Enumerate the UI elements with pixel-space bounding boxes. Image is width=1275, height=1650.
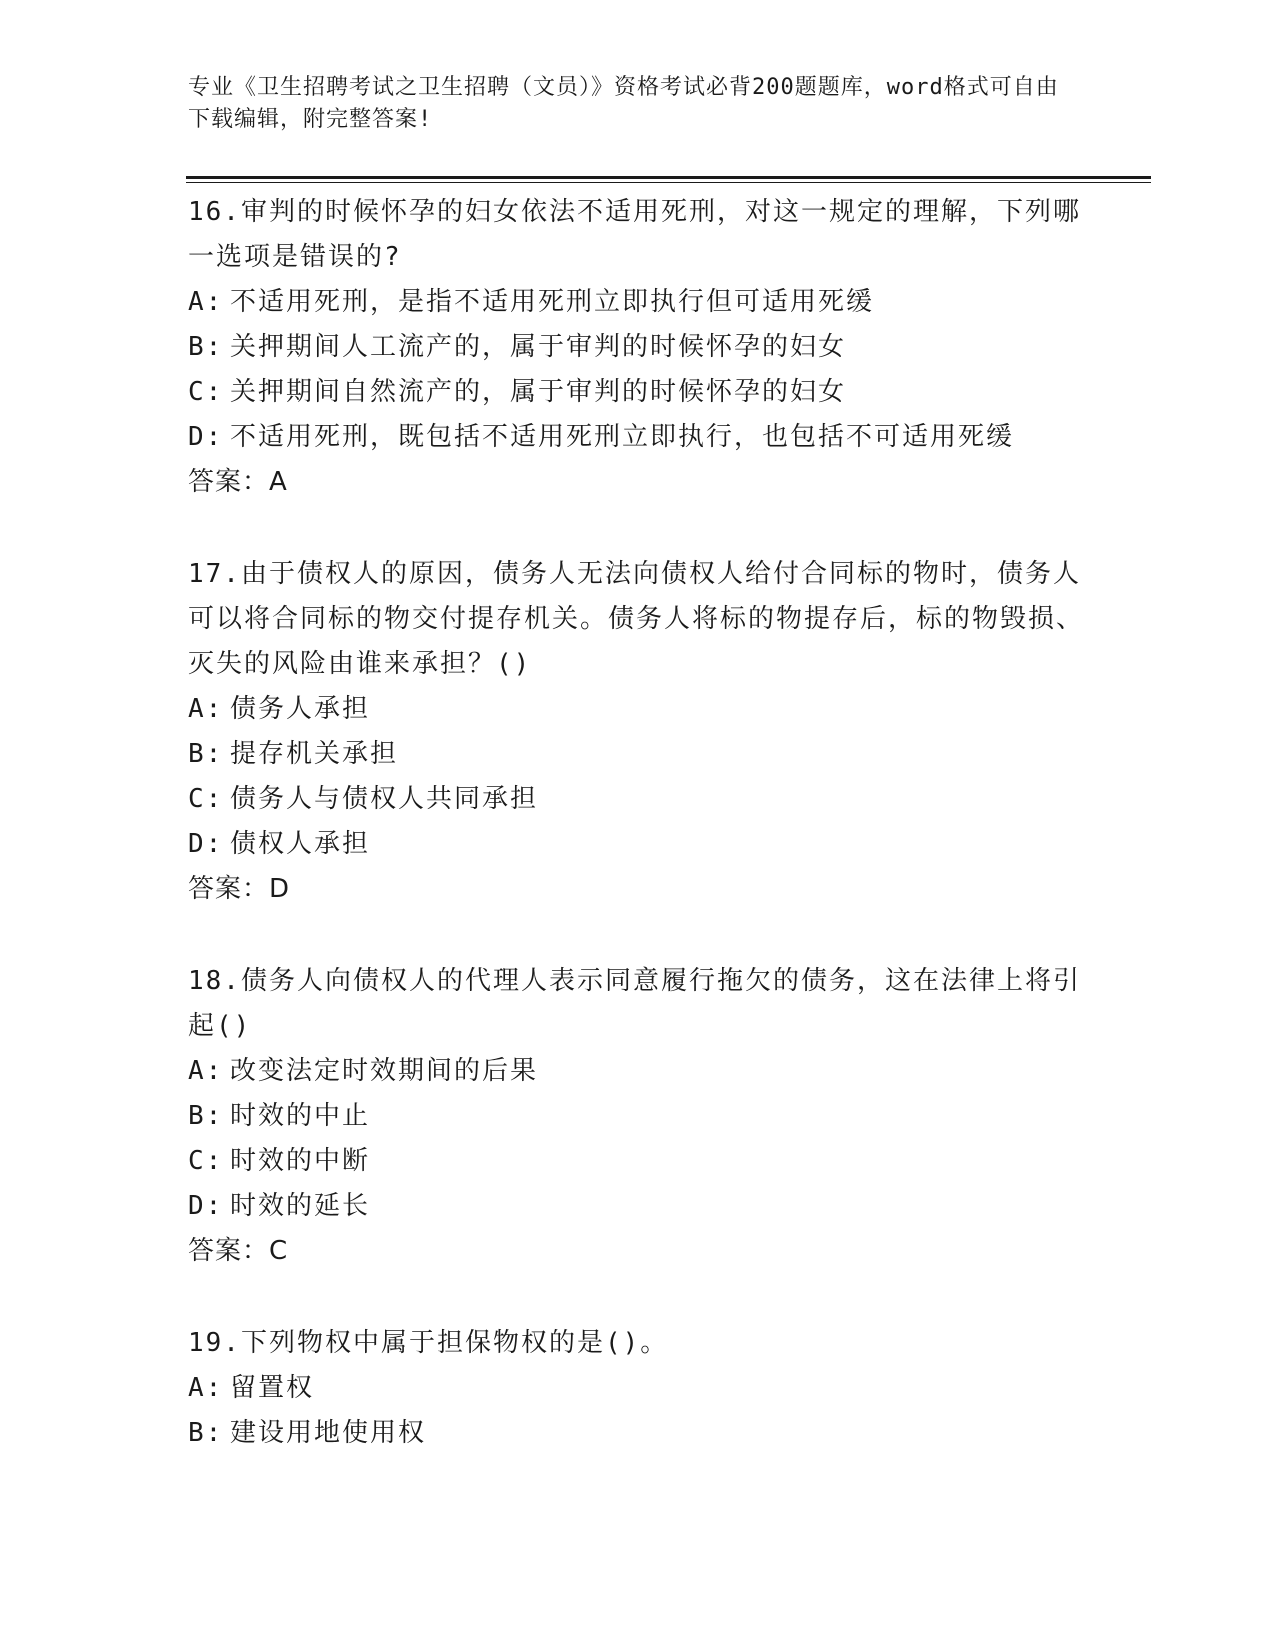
option-text: 关押期间人工流产的，属于审判的时候怀孕的妇女 <box>230 332 847 362</box>
option-text: 债权人承担 <box>230 829 371 859</box>
option-letter: B: <box>188 1101 224 1131</box>
option-a <box>188 687 1088 732</box>
question-stem: 17.由于债权人的原因，债务人无法向债权人给付合同标的物时，债务人可以将合同标的物交付提存机关。债务人将标的物提存后，标的物毁损、灭失的风险由谁来承担？() <box>188 559 1085 679</box>
option-text: 关押期间自然流产的，属于审判的时候怀孕的妇女 <box>230 377 847 407</box>
option-text: 时效的中止 <box>230 1101 371 1131</box>
option-letter: C: <box>188 377 224 407</box>
option-text: 债务人承担 <box>230 694 371 724</box>
answer-line: 答案：C <box>188 1236 289 1266</box>
document-header <box>188 72 1068 136</box>
option-letter: C: <box>188 784 224 814</box>
option-letter: D: <box>188 422 224 452</box>
question-stem: 16.审判的时候怀孕的妇女依法不适用死刑，对这一规定的理解，下列哪一选项是错误的? <box>188 197 1081 272</box>
option-d <box>188 415 1088 460</box>
header-divider-thick <box>186 176 1151 179</box>
answer-line: 答案：D <box>188 874 291 904</box>
option-text: 不适用死刑，既包括不适用死刑立即执行，也包括不可适用死缓 <box>230 422 1015 452</box>
question-stem: 19.下列物权中属于担保物权的是()。 <box>188 1328 669 1358</box>
option-letter: A: <box>188 694 224 724</box>
option-text: 不适用死刑，是指不适用死刑立即执行但可适用死缓 <box>230 287 875 317</box>
option-text: 建设用地使用权 <box>230 1418 427 1448</box>
answer-line: 答案：A <box>188 467 288 497</box>
question-16 <box>188 190 1088 505</box>
option-text: 债务人与债权人共同承担 <box>230 784 539 814</box>
option-c <box>188 777 1088 822</box>
option-letter: C: <box>188 1146 224 1176</box>
question-19 <box>188 1321 1088 1456</box>
question-17 <box>188 552 1088 912</box>
option-letter: A: <box>188 1373 224 1403</box>
option-c <box>188 1139 1088 1184</box>
question-18 <box>188 959 1088 1274</box>
option-a <box>188 280 1088 325</box>
option-letter: B: <box>188 332 224 362</box>
option-letter: D: <box>188 1191 224 1221</box>
option-letter: B: <box>188 1418 224 1448</box>
header-text: 专业《卫生招聘考试之卫生招聘（文员）》资格考试必背200题题库，word格式可自由下载编辑，附完整答案! <box>188 75 1059 132</box>
option-text: 改变法定时效期间的后果 <box>230 1056 539 1086</box>
option-letter: A: <box>188 287 224 317</box>
option-text: 留置权 <box>230 1373 315 1403</box>
option-b <box>188 732 1088 777</box>
option-letter: D: <box>188 829 224 859</box>
option-letter: A: <box>188 1056 224 1086</box>
option-b <box>188 1094 1088 1139</box>
option-a <box>188 1049 1088 1094</box>
question-list <box>188 190 1088 1503</box>
option-text: 时效的延长 <box>230 1191 371 1221</box>
option-b <box>188 1411 1088 1456</box>
option-letter: B: <box>188 739 224 769</box>
option-a <box>188 1366 1088 1411</box>
question-stem: 18.债务人向债权人的代理人表示同意履行拖欠的债务，这在法律上将引起() <box>188 966 1081 1041</box>
option-text: 提存机关承担 <box>230 739 399 769</box>
option-text: 时效的中断 <box>230 1146 371 1176</box>
option-c <box>188 370 1088 415</box>
option-b <box>188 325 1088 370</box>
option-d <box>188 1184 1088 1229</box>
option-d <box>188 822 1088 867</box>
header-divider-thin <box>186 182 1151 183</box>
